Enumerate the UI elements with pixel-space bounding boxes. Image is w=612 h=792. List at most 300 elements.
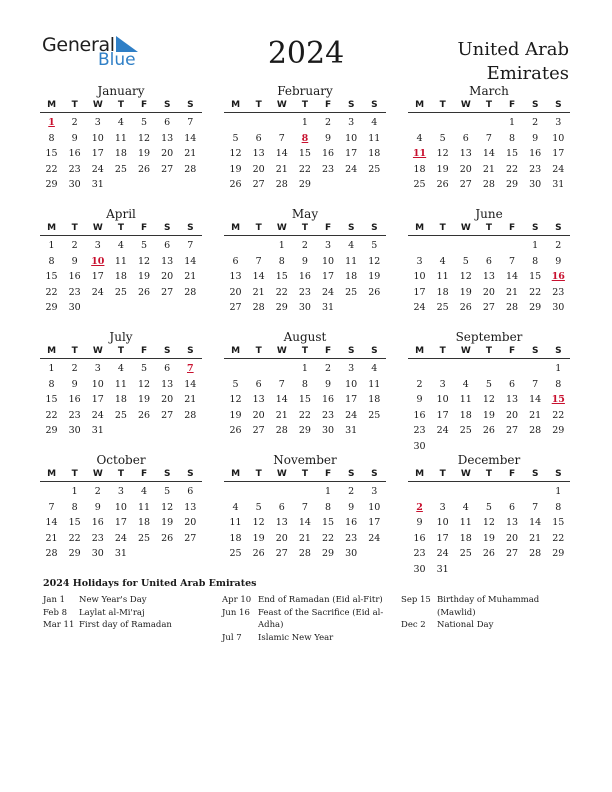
day-cell: 9 bbox=[416, 517, 423, 528]
day-cell: 2 bbox=[348, 486, 355, 497]
weekday-header bbox=[224, 467, 386, 482]
empty-day-cell bbox=[408, 115, 431, 131]
weekday-label: M bbox=[47, 346, 57, 356]
day-cell: 19 bbox=[229, 163, 242, 175]
day-cell: 24 bbox=[91, 409, 104, 421]
empty-day-cell bbox=[501, 238, 524, 254]
week-row bbox=[40, 515, 202, 531]
empty-day-cell bbox=[454, 361, 477, 377]
day-cell: 1 bbox=[555, 363, 562, 374]
day-cell: 3 bbox=[439, 501, 446, 513]
empty-day-cell bbox=[363, 300, 386, 316]
weekday-label: S bbox=[371, 223, 378, 233]
weekday-header bbox=[408, 221, 570, 236]
day-cell: 1 bbox=[278, 240, 285, 251]
day-cell: 23 bbox=[68, 409, 81, 421]
day-cell: 14 bbox=[275, 148, 288, 159]
day-cell: 29 bbox=[298, 425, 311, 436]
week-rows bbox=[224, 484, 386, 562]
day-cell: 26 bbox=[368, 286, 381, 298]
month-june bbox=[408, 207, 570, 316]
day-cell: 18 bbox=[436, 286, 449, 298]
weekday-label: M bbox=[415, 223, 425, 233]
day-cell: 4 bbox=[371, 117, 378, 128]
weekday-header bbox=[224, 221, 386, 236]
weekday-label: W bbox=[92, 223, 103, 233]
day-cell: 27 bbox=[275, 548, 288, 559]
day-cell: 19 bbox=[229, 409, 242, 421]
holiday-name: National Day bbox=[437, 620, 494, 630]
day-cell: 4 bbox=[117, 240, 124, 251]
day-cell: 25 bbox=[413, 179, 426, 190]
day-cell: 1 bbox=[71, 486, 78, 497]
week-row bbox=[40, 115, 202, 131]
weekday-label: W bbox=[460, 346, 471, 356]
day-cell: 23 bbox=[322, 409, 335, 421]
empty-day-cell bbox=[477, 484, 500, 500]
month-name: June bbox=[475, 207, 503, 221]
empty-day-cell bbox=[431, 439, 454, 455]
week-row bbox=[224, 500, 386, 516]
weekday-label: M bbox=[47, 223, 57, 233]
day-cell: 14 bbox=[275, 394, 288, 405]
day-cell: 2 bbox=[301, 240, 308, 251]
week-row bbox=[408, 300, 570, 316]
holidays-column bbox=[222, 594, 392, 644]
day-cell: 2 bbox=[71, 117, 78, 128]
day-cell: 24 bbox=[91, 163, 104, 175]
empty-day-cell bbox=[247, 484, 270, 500]
holiday-day-cell: 16 bbox=[551, 271, 565, 282]
logo-word-blue: Blue bbox=[98, 50, 136, 70]
week-row bbox=[224, 177, 386, 193]
day-cell: 1 bbox=[301, 363, 308, 374]
weekday-label: F bbox=[508, 346, 516, 356]
day-cell: 26 bbox=[482, 548, 495, 559]
day-cell: 3 bbox=[371, 486, 378, 497]
weekday-label: F bbox=[508, 223, 516, 233]
holiday-day-cell: 10 bbox=[91, 255, 105, 267]
day-cell: 15 bbox=[45, 271, 58, 282]
weekday-label: S bbox=[347, 346, 355, 356]
day-cell: 18 bbox=[114, 148, 127, 159]
empty-day-cell bbox=[408, 238, 431, 254]
week-row bbox=[408, 285, 570, 301]
day-cell: 17 bbox=[345, 148, 358, 159]
weekday-label: T bbox=[439, 223, 446, 233]
weekday-label: F bbox=[324, 469, 332, 479]
day-cell: 3 bbox=[94, 117, 101, 128]
day-cell: 18 bbox=[368, 148, 381, 159]
day-cell: 2 bbox=[325, 117, 332, 128]
week-row bbox=[40, 146, 202, 162]
empty-day-cell bbox=[40, 484, 63, 500]
holiday-name: Birthday of Muhammad (Mawlid) bbox=[437, 595, 540, 618]
day-cell: 21 bbox=[184, 148, 197, 159]
day-cell: 29 bbox=[45, 179, 58, 190]
day-cell: 1 bbox=[532, 240, 539, 251]
day-cell: 6 bbox=[462, 132, 469, 144]
day-cell: 23 bbox=[529, 163, 542, 175]
week-row bbox=[224, 254, 386, 270]
day-cell: 3 bbox=[94, 240, 101, 251]
month-july bbox=[40, 330, 202, 439]
weekday-label: T bbox=[117, 100, 124, 110]
day-cell: 30 bbox=[345, 548, 358, 559]
day-cell: 3 bbox=[555, 117, 562, 128]
day-cell: 6 bbox=[164, 117, 171, 128]
day-cell: 25 bbox=[368, 163, 381, 175]
day-cell: 22 bbox=[552, 409, 565, 421]
weekday-label: S bbox=[163, 346, 171, 356]
day-cell: 27 bbox=[506, 548, 519, 559]
day-cell: 12 bbox=[482, 517, 495, 528]
day-cell: 27 bbox=[252, 179, 265, 190]
month-name: February bbox=[277, 84, 333, 98]
empty-day-cell bbox=[477, 562, 500, 578]
day-cell: 21 bbox=[45, 532, 58, 544]
weekday-label: T bbox=[439, 469, 446, 479]
day-cell: 14 bbox=[298, 517, 311, 528]
weekday-header bbox=[40, 98, 202, 113]
day-cell: 6 bbox=[255, 132, 262, 144]
week-row bbox=[224, 300, 386, 316]
empty-day-cell bbox=[524, 562, 547, 578]
empty-day-cell bbox=[431, 238, 454, 254]
day-cell: 26 bbox=[436, 179, 449, 190]
week-row bbox=[408, 392, 570, 408]
day-cell: 20 bbox=[229, 286, 242, 298]
day-cell: 11 bbox=[368, 378, 381, 390]
empty-day-cell bbox=[408, 361, 431, 377]
week-row bbox=[40, 300, 202, 316]
day-cell: 13 bbox=[275, 517, 288, 528]
day-cell: 17 bbox=[91, 148, 104, 159]
holiday-date: Jul 7 bbox=[222, 632, 242, 643]
empty-day-cell bbox=[224, 115, 247, 131]
weekday-label: S bbox=[163, 100, 171, 110]
day-cell: 12 bbox=[459, 271, 472, 282]
day-cell: 12 bbox=[229, 148, 242, 159]
holiday-item bbox=[43, 594, 213, 607]
day-cell: 3 bbox=[439, 378, 446, 390]
day-cell: 7 bbox=[255, 255, 262, 267]
weekday-label: F bbox=[140, 223, 148, 233]
day-cell: 7 bbox=[278, 378, 285, 390]
day-cell: 5 bbox=[439, 132, 446, 144]
day-cell: 7 bbox=[187, 240, 194, 251]
weekday-label: S bbox=[187, 346, 194, 356]
month-april bbox=[40, 207, 202, 316]
day-cell: 19 bbox=[138, 148, 151, 159]
empty-day-cell bbox=[179, 546, 202, 562]
month-name: September bbox=[455, 330, 523, 344]
empty-day-cell bbox=[109, 300, 132, 316]
day-cell: 8 bbox=[325, 501, 332, 513]
empty-day-cell bbox=[156, 546, 179, 562]
weekday-label: S bbox=[531, 346, 539, 356]
day-cell: 9 bbox=[94, 501, 101, 513]
day-cell: 14 bbox=[506, 271, 519, 282]
holiday-name: End of Ramadan (Eid al-Fitr) bbox=[258, 595, 383, 605]
day-cell: 11 bbox=[114, 255, 127, 267]
day-cell: 29 bbox=[552, 425, 565, 436]
day-cell: 21 bbox=[275, 409, 288, 421]
day-cell: 26 bbox=[138, 163, 151, 175]
weekday-label: M bbox=[415, 469, 425, 479]
week-row bbox=[408, 177, 570, 193]
week-row bbox=[224, 484, 386, 500]
day-cell: 3 bbox=[348, 363, 355, 374]
day-cell: 16 bbox=[68, 394, 81, 405]
empty-day-cell bbox=[547, 562, 570, 578]
week-row bbox=[408, 361, 570, 377]
week-row bbox=[224, 377, 386, 393]
day-cell: 24 bbox=[413, 302, 426, 313]
day-cell: 16 bbox=[413, 532, 426, 544]
day-cell: 6 bbox=[187, 486, 194, 497]
day-cell: 13 bbox=[229, 271, 242, 282]
day-cell: 13 bbox=[184, 501, 197, 513]
week-row bbox=[408, 269, 570, 285]
day-cell: 25 bbox=[229, 548, 242, 559]
month-february bbox=[224, 84, 386, 193]
day-cell: 7 bbox=[301, 501, 308, 513]
day-cell: 30 bbox=[298, 302, 311, 313]
day-cell: 16 bbox=[413, 409, 426, 421]
day-cell: 21 bbox=[184, 271, 197, 282]
day-cell: 15 bbox=[552, 517, 565, 528]
week-row bbox=[408, 562, 570, 578]
day-cell: 8 bbox=[555, 501, 562, 513]
week-row bbox=[40, 484, 202, 500]
month-march bbox=[408, 84, 570, 193]
day-cell: 2 bbox=[94, 486, 101, 497]
weekday-label: T bbox=[255, 100, 262, 110]
weekday-label: T bbox=[485, 469, 492, 479]
day-cell: 10 bbox=[345, 132, 358, 144]
day-cell: 22 bbox=[298, 409, 311, 421]
weekday-header bbox=[408, 344, 570, 359]
day-cell: 28 bbox=[184, 409, 197, 421]
day-cell: 22 bbox=[45, 286, 58, 298]
month-september bbox=[408, 330, 570, 454]
day-cell: 1 bbox=[48, 363, 55, 374]
weekday-header bbox=[40, 344, 202, 359]
week-row bbox=[224, 131, 386, 147]
week-row bbox=[408, 515, 570, 531]
holiday-date: Apr 10 bbox=[222, 595, 252, 605]
day-cell: 20 bbox=[482, 286, 495, 298]
week-row bbox=[224, 285, 386, 301]
weekday-label: T bbox=[255, 469, 262, 479]
empty-day-cell bbox=[224, 484, 247, 500]
holiday-date: Feb 8 bbox=[43, 607, 68, 618]
day-cell: 1 bbox=[325, 486, 332, 497]
day-cell: 3 bbox=[94, 363, 101, 374]
day-cell: 22 bbox=[529, 286, 542, 298]
day-cell: 23 bbox=[413, 548, 426, 559]
holiday-name: Laylat al-Mi'raj bbox=[79, 607, 145, 618]
weekday-label: F bbox=[508, 100, 516, 110]
day-cell: 5 bbox=[141, 363, 148, 374]
day-cell: 21 bbox=[252, 286, 265, 298]
day-cell: 1 bbox=[301, 117, 308, 128]
empty-day-cell bbox=[270, 115, 293, 131]
day-cell: 14 bbox=[529, 394, 542, 405]
weekday-label: T bbox=[439, 346, 446, 356]
day-cell: 16 bbox=[345, 517, 358, 528]
day-cell: 2 bbox=[71, 240, 78, 251]
month-name: December bbox=[457, 453, 521, 467]
day-cell: 23 bbox=[298, 286, 311, 298]
day-cell: 8 bbox=[301, 378, 308, 390]
day-cell: 15 bbox=[275, 271, 288, 282]
holiday-item bbox=[401, 619, 576, 632]
empty-day-cell bbox=[224, 361, 247, 377]
day-cell: 6 bbox=[255, 378, 262, 390]
weekday-label: F bbox=[140, 100, 148, 110]
week-rows bbox=[40, 115, 202, 193]
weekday-label: T bbox=[255, 346, 262, 356]
day-cell: 31 bbox=[114, 548, 127, 559]
day-cell: 19 bbox=[482, 409, 495, 421]
week-row bbox=[40, 500, 202, 516]
day-cell: 31 bbox=[552, 179, 565, 190]
week-row bbox=[224, 531, 386, 547]
day-cell: 4 bbox=[117, 117, 124, 128]
week-row bbox=[224, 408, 386, 424]
day-cell: 28 bbox=[275, 179, 288, 190]
day-cell: 17 bbox=[436, 532, 449, 544]
weekday-label: T bbox=[439, 100, 446, 110]
empty-day-cell bbox=[133, 423, 156, 439]
weekday-label: M bbox=[415, 100, 425, 110]
day-cell: 15 bbox=[298, 148, 311, 159]
week-row bbox=[40, 423, 202, 439]
month-name: January bbox=[97, 84, 145, 98]
empty-day-cell bbox=[247, 361, 270, 377]
week-row bbox=[408, 254, 570, 270]
day-cell: 22 bbox=[552, 532, 565, 544]
weekday-label: W bbox=[276, 346, 287, 356]
empty-day-cell bbox=[133, 177, 156, 193]
day-cell: 4 bbox=[232, 501, 239, 513]
day-cell: 5 bbox=[232, 378, 239, 390]
holiday-name: Feast of the Sacrifice (Eid al-Adha) bbox=[258, 607, 384, 630]
day-cell: 11 bbox=[436, 271, 449, 282]
day-cell: 31 bbox=[91, 179, 104, 190]
day-cell: 2 bbox=[416, 378, 423, 390]
weekday-label: T bbox=[301, 346, 308, 356]
day-cell: 28 bbox=[482, 179, 495, 190]
weekday-label: T bbox=[71, 223, 78, 233]
day-cell: 10 bbox=[322, 255, 335, 267]
weekday-label: S bbox=[555, 469, 562, 479]
day-cell: 7 bbox=[485, 132, 492, 144]
day-cell: 30 bbox=[322, 425, 335, 436]
week-rows bbox=[408, 238, 570, 316]
day-cell: 25 bbox=[114, 409, 127, 421]
empty-day-cell bbox=[317, 177, 340, 193]
holiday-date: Jun 16 bbox=[222, 607, 250, 618]
week-row bbox=[408, 238, 570, 254]
day-cell: 15 bbox=[45, 394, 58, 405]
day-cell: 11 bbox=[459, 394, 472, 405]
day-cell: 28 bbox=[184, 163, 197, 175]
day-cell: 3 bbox=[416, 255, 423, 267]
month-name: August bbox=[283, 330, 327, 344]
week-row bbox=[224, 115, 386, 131]
week-row bbox=[40, 162, 202, 178]
week-row bbox=[224, 146, 386, 162]
day-cell: 18 bbox=[368, 394, 381, 405]
day-cell: 28 bbox=[529, 425, 542, 436]
day-cell: 22 bbox=[275, 286, 288, 298]
day-cell: 20 bbox=[161, 148, 174, 159]
empty-day-cell bbox=[501, 361, 524, 377]
day-cell: 14 bbox=[184, 132, 197, 144]
calendar-year-title: 2024 bbox=[267, 36, 345, 71]
week-row bbox=[408, 408, 570, 424]
day-cell: 23 bbox=[345, 532, 358, 544]
weekday-label: T bbox=[117, 223, 124, 233]
day-cell: 21 bbox=[298, 532, 311, 544]
day-cell: 7 bbox=[48, 501, 55, 513]
day-cell: 6 bbox=[485, 255, 492, 267]
day-cell: 13 bbox=[506, 394, 519, 405]
holiday-item bbox=[43, 619, 213, 632]
week-rows bbox=[40, 484, 202, 562]
day-cell: 12 bbox=[138, 255, 151, 267]
logo-word-general: General bbox=[42, 34, 115, 56]
weekday-label: S bbox=[347, 100, 355, 110]
weekday-label: S bbox=[555, 223, 562, 233]
day-cell: 5 bbox=[485, 501, 492, 513]
day-cell: 9 bbox=[416, 394, 423, 405]
day-cell: 13 bbox=[161, 255, 174, 267]
day-cell: 26 bbox=[482, 425, 495, 436]
day-cell: 26 bbox=[229, 179, 242, 190]
day-cell: 29 bbox=[322, 548, 335, 559]
empty-day-cell bbox=[524, 439, 547, 455]
month-name: July bbox=[109, 330, 133, 344]
day-cell: 13 bbox=[161, 378, 174, 390]
weekday-header bbox=[40, 467, 202, 482]
day-cell: 17 bbox=[322, 271, 335, 282]
day-cell: 28 bbox=[298, 548, 311, 559]
weekday-label: M bbox=[47, 100, 57, 110]
day-cell: 14 bbox=[529, 517, 542, 528]
week-row bbox=[408, 423, 570, 439]
empty-day-cell bbox=[270, 361, 293, 377]
day-cell: 9 bbox=[71, 378, 78, 390]
weekday-label: S bbox=[187, 469, 194, 479]
week-row bbox=[224, 423, 386, 439]
holiday-day-cell: 7 bbox=[187, 363, 194, 374]
empty-day-cell bbox=[524, 484, 547, 500]
day-cell: 20 bbox=[161, 271, 174, 282]
day-cell: 15 bbox=[322, 517, 335, 528]
day-cell: 29 bbox=[68, 548, 81, 559]
day-cell: 17 bbox=[91, 271, 104, 282]
day-cell: 13 bbox=[459, 148, 472, 159]
weekday-label: T bbox=[485, 346, 492, 356]
weekday-label: F bbox=[140, 346, 148, 356]
day-cell: 16 bbox=[91, 517, 104, 528]
day-cell: 4 bbox=[462, 378, 469, 390]
day-cell: 8 bbox=[71, 501, 78, 513]
